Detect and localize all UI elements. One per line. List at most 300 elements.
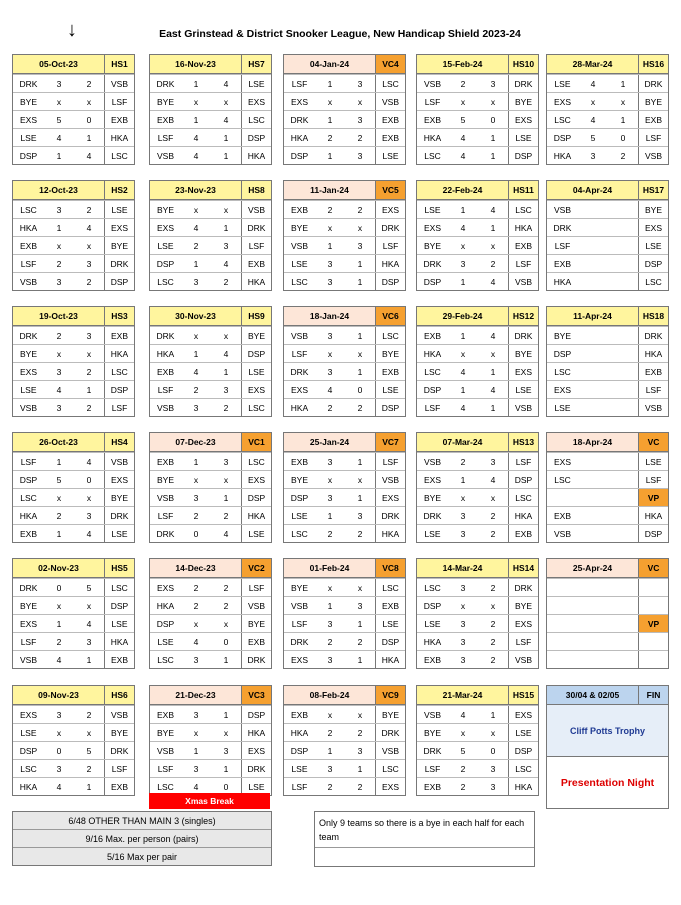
home-team: EXB	[19, 240, 37, 251]
home-score: x	[193, 204, 199, 215]
note-line: 6/48 OTHER THAN MAIN 3 (singles)	[68, 815, 216, 826]
card-header	[150, 307, 271, 326]
home-score: 3	[460, 618, 466, 629]
match-row	[150, 470, 271, 488]
home-score: 3	[327, 763, 333, 774]
home-team: VSB	[290, 240, 308, 251]
away-team: DRK	[381, 727, 400, 738]
away-score: 2	[74, 75, 105, 92]
home-team: EXS	[290, 384, 308, 395]
away-team: EXS	[247, 745, 265, 756]
home-score: 3	[460, 582, 466, 593]
bye-note-blank	[315, 848, 534, 866]
away-team: EXB	[644, 114, 662, 125]
away-score: 1	[608, 111, 639, 128]
home-team: VSB	[290, 330, 308, 341]
away-team: BYE	[514, 96, 532, 107]
away-team: LSE	[645, 456, 662, 467]
away-score: x	[478, 489, 509, 506]
away-score: 0	[345, 381, 376, 398]
away-score: x	[608, 93, 639, 110]
home-team: LSE	[424, 204, 441, 215]
home-team: EXB	[290, 204, 308, 215]
match-row	[547, 218, 668, 236]
home-score: x	[327, 96, 333, 107]
home-score: 1	[56, 456, 62, 467]
match-row	[150, 632, 271, 650]
match-row	[150, 146, 271, 164]
home-score: 4	[460, 150, 466, 161]
home-team: EXB	[290, 456, 308, 467]
match-row	[13, 524, 134, 542]
home-score: 1	[460, 204, 466, 215]
away-team: VSB	[110, 78, 128, 89]
home-score: 1	[460, 330, 466, 341]
away-team: EXB	[381, 366, 399, 377]
home-team: LSE	[20, 727, 37, 738]
match-row	[284, 614, 405, 632]
card-code: VC9	[376, 686, 405, 704]
match-row	[150, 92, 271, 110]
home-score: x	[56, 240, 62, 251]
match-row	[13, 128, 134, 146]
away-score: x	[74, 345, 105, 362]
away-score: 3	[74, 255, 105, 272]
home-score: 4	[56, 654, 62, 665]
away-score: 2	[74, 760, 105, 777]
home-score	[578, 399, 608, 416]
away-score: 1	[345, 363, 376, 380]
home-score	[578, 381, 608, 398]
home-team: VSB	[19, 402, 37, 413]
home-team: EXB	[423, 330, 441, 341]
away-score: 1	[345, 651, 376, 668]
card-header	[417, 55, 538, 74]
away-team: LSC	[645, 276, 662, 287]
home-team: LSC	[157, 654, 174, 665]
away-team: LSE	[248, 528, 265, 539]
match-row	[417, 326, 538, 344]
match-row	[150, 398, 271, 416]
home-score: 0	[193, 528, 199, 539]
home-team	[547, 579, 578, 596]
away-score: x	[74, 237, 105, 254]
home-team: EXS	[19, 114, 37, 125]
away-score: 2	[345, 724, 376, 741]
home-team: EXB	[553, 258, 571, 269]
card-header	[150, 686, 271, 705]
card-date: 29-Feb-24	[417, 307, 509, 325]
fixture-card	[416, 54, 539, 165]
home-score: 2	[56, 510, 62, 521]
away-team: EXS	[381, 492, 399, 503]
card-header	[547, 433, 668, 452]
card-date: 30/04 & 02/05	[547, 686, 639, 704]
home-team: HKA	[423, 348, 442, 359]
match-row	[150, 380, 271, 398]
card-code: HS6	[111, 690, 128, 700]
home-team: LSE	[291, 510, 308, 521]
home-team: LSF	[291, 78, 308, 89]
match-row	[13, 398, 134, 416]
home-score: 4	[56, 132, 62, 143]
away-team: LSE	[248, 78, 265, 89]
home-team: HKA	[423, 132, 442, 143]
home-team: VSB	[156, 492, 174, 503]
home-score: 3	[327, 258, 333, 269]
away-team: EXS	[514, 114, 532, 125]
match-row	[284, 524, 405, 542]
home-team: BYE	[156, 204, 174, 215]
away-team: EXB	[381, 132, 399, 143]
card-date: 28-Mar-24	[547, 55, 639, 73]
blank-cell	[547, 615, 639, 632]
match-row	[284, 506, 405, 524]
home-score: x	[56, 492, 62, 503]
home-score: x	[193, 96, 199, 107]
home-score: 1	[460, 384, 466, 395]
away-score: 1	[478, 129, 509, 146]
away-team: HKA	[381, 258, 400, 269]
away-score	[608, 219, 639, 236]
home-team: VSB	[423, 456, 441, 467]
away-team: EXS	[247, 474, 265, 485]
home-score: 5	[590, 132, 596, 143]
away-score: 1	[211, 489, 242, 506]
away-team: DSP	[381, 636, 400, 647]
away-score: x	[74, 597, 105, 614]
away-score	[608, 525, 639, 542]
fixture-card	[149, 432, 272, 543]
away-score	[608, 651, 639, 668]
card-date: 11-Apr-24	[547, 307, 639, 325]
card-header	[13, 181, 134, 200]
away-team: LSC	[515, 492, 532, 503]
away-team: LSE	[248, 366, 265, 377]
away-team: BYE	[381, 709, 399, 720]
away-score: 1	[211, 363, 242, 380]
home-score: x	[193, 618, 199, 629]
home-team: EXS	[553, 96, 571, 107]
match-row	[417, 272, 538, 290]
home-team: BYE	[423, 492, 441, 503]
match-row	[13, 362, 134, 380]
match-row	[547, 344, 668, 362]
home-score: 1	[56, 618, 62, 629]
home-score: 3	[327, 456, 333, 467]
match-row	[417, 723, 538, 741]
home-team: LSC	[424, 150, 441, 161]
card-date: 07-Mar-24	[417, 433, 509, 451]
away-team: DSP	[110, 276, 129, 287]
match-row	[417, 254, 538, 272]
match-row	[417, 344, 538, 362]
match-row	[284, 777, 405, 795]
away-score	[608, 345, 639, 362]
home-team: LSE	[20, 132, 37, 143]
home-score: 4	[193, 366, 199, 377]
away-score: 3	[345, 75, 376, 92]
home-score: 1	[193, 456, 199, 467]
match-row	[150, 200, 271, 218]
home-score: 2	[327, 781, 333, 792]
match-row	[150, 362, 271, 380]
away-team: BYE	[110, 240, 128, 251]
home-team: VSB	[156, 402, 174, 413]
trophy-label: Cliff Potts Trophy	[547, 705, 668, 757]
home-team: VSB	[156, 150, 174, 161]
card-header	[417, 686, 538, 705]
away-team: LSC	[515, 763, 532, 774]
match-row	[13, 326, 134, 344]
away-team: EXS	[514, 366, 532, 377]
home-score: 2	[56, 258, 62, 269]
match-row	[284, 705, 405, 723]
away-team: VSB	[247, 600, 265, 611]
home-team: LSE	[157, 240, 174, 251]
home-score: 4	[590, 114, 596, 125]
card-header	[417, 433, 538, 452]
away-team: BYE	[247, 330, 265, 341]
home-team: LSE	[291, 258, 308, 269]
away-team: VSB	[514, 276, 532, 287]
card-code: VC2	[242, 559, 271, 577]
away-team: HKA	[110, 132, 129, 143]
match-row	[150, 272, 271, 290]
home-score: 3	[193, 763, 199, 774]
match-row	[284, 272, 405, 290]
away-team: LSF	[382, 456, 399, 467]
away-score: x	[345, 93, 376, 110]
away-team: HKA	[514, 510, 533, 521]
match-row	[284, 741, 405, 759]
away-team: BYE	[514, 348, 532, 359]
away-score: 2	[478, 651, 509, 668]
home-team: LSE	[424, 618, 441, 629]
home-team: LSF	[20, 456, 37, 467]
home-score: 1	[327, 600, 333, 611]
away-score: 3	[478, 75, 509, 92]
match-row	[284, 74, 405, 92]
match-row	[417, 128, 538, 146]
away-team: LSE	[111, 618, 128, 629]
away-team: DSP	[110, 384, 129, 395]
home-score: 5	[56, 474, 62, 485]
away-score	[608, 255, 639, 272]
home-score: 1	[327, 114, 333, 125]
away-score: 4	[478, 471, 509, 488]
home-score: 4	[193, 132, 199, 143]
away-score: 1	[211, 219, 242, 236]
home-score: 4	[327, 384, 333, 395]
away-team: LSE	[248, 781, 265, 792]
away-score	[608, 471, 639, 488]
home-team: DRK	[423, 745, 442, 756]
away-team	[639, 597, 668, 614]
home-team: EXS	[553, 456, 571, 467]
away-score: x	[345, 579, 376, 596]
away-score	[608, 399, 639, 416]
match-row	[150, 236, 271, 254]
away-team	[639, 633, 668, 650]
home-team: EXB	[19, 528, 37, 539]
away-team: LSF	[111, 763, 128, 774]
match-row	[13, 614, 134, 632]
fixture-card	[283, 54, 406, 165]
home-team: EXB	[290, 709, 308, 720]
home-team: DSP	[290, 150, 309, 161]
home-team: DRK	[423, 258, 442, 269]
away-score: 3	[74, 507, 105, 524]
match-row	[150, 74, 271, 92]
home-score: 3	[56, 763, 62, 774]
away-score: 0	[211, 778, 242, 795]
match-row	[417, 398, 538, 416]
home-score: x	[460, 96, 466, 107]
away-score: x	[478, 93, 509, 110]
away-score: 1	[345, 453, 376, 470]
match-row	[284, 362, 405, 380]
match-row	[13, 146, 134, 164]
card-date: 25-Jan-24	[284, 433, 376, 451]
xmas-break-banner: Xmas Break	[149, 793, 270, 809]
home-score	[578, 327, 608, 344]
home-score: 3	[193, 492, 199, 503]
home-score: 3	[327, 276, 333, 287]
home-team: DSP	[290, 745, 309, 756]
away-team: VSB	[381, 96, 399, 107]
away-score: 2	[211, 399, 242, 416]
card-date: 26-Oct-23	[13, 433, 105, 451]
home-team: LSE	[554, 402, 571, 413]
home-team: EXS	[19, 366, 37, 377]
match-row	[417, 218, 538, 236]
fixture-card	[12, 685, 135, 796]
away-team: HKA	[644, 348, 663, 359]
away-score: 4	[478, 381, 509, 398]
away-score: 3	[345, 147, 376, 164]
home-score: 2	[327, 528, 333, 539]
match-row	[284, 398, 405, 416]
away-team: LSF	[248, 240, 265, 251]
away-score: 4	[211, 345, 242, 362]
away-team: HKA	[110, 636, 129, 647]
away-score: 1	[345, 489, 376, 506]
home-score	[578, 201, 608, 218]
home-score: 3	[56, 402, 62, 413]
away-score: 1	[478, 363, 509, 380]
home-team: EXB	[156, 366, 174, 377]
home-score	[578, 579, 608, 596]
match-row	[284, 326, 405, 344]
match-row	[13, 596, 134, 614]
away-score: 2	[345, 201, 376, 218]
home-team: DRK	[290, 636, 309, 647]
away-team: LSF	[382, 240, 399, 251]
away-team: DSP	[247, 132, 266, 143]
card-date: 12-Oct-23	[13, 181, 105, 199]
card-code: VC5	[376, 181, 405, 199]
home-score: 2	[460, 781, 466, 792]
home-score: x	[56, 727, 62, 738]
home-team: LSC	[157, 781, 174, 792]
away-score: 3	[345, 237, 376, 254]
away-score: x	[478, 597, 509, 614]
fixture-card	[12, 306, 135, 417]
match-row	[417, 705, 538, 723]
card-code: VC4	[376, 55, 405, 73]
home-score: x	[327, 709, 333, 720]
match-row	[284, 344, 405, 362]
match-row	[13, 218, 134, 236]
away-team: VSB	[514, 402, 532, 413]
away-score: 1	[478, 219, 509, 236]
note-line: 5/16 Max per pair	[13, 847, 271, 865]
home-team: BYE	[553, 330, 571, 341]
card-date: 22-Feb-24	[417, 181, 509, 199]
home-score: 1	[193, 114, 199, 125]
away-team: LSC	[248, 114, 265, 125]
card-code: HS3	[111, 311, 128, 321]
card-code: HS10	[512, 59, 535, 69]
away-score: 2	[478, 507, 509, 524]
away-score: x	[211, 93, 242, 110]
fixture-card	[416, 558, 539, 669]
away-team: BYE	[514, 600, 532, 611]
final-body	[547, 705, 668, 808]
away-score: 2	[211, 273, 242, 290]
match-row	[417, 74, 538, 92]
home-score: 2	[460, 78, 466, 89]
match-row	[547, 272, 668, 290]
card-date: 09-Nov-23	[13, 686, 105, 704]
away-score: 1	[211, 760, 242, 777]
match-row	[417, 506, 538, 524]
home-score: 2	[460, 763, 466, 774]
home-score	[578, 255, 608, 272]
away-score: 4	[478, 273, 509, 290]
home-score	[578, 651, 608, 668]
match-row	[417, 470, 538, 488]
away-team: LSE	[515, 384, 532, 395]
match-row	[13, 110, 134, 128]
home-score: 4	[460, 709, 466, 720]
home-team: LSF	[157, 384, 174, 395]
home-team: LSF	[291, 781, 308, 792]
home-team: LSC	[157, 276, 174, 287]
home-team: VSB	[553, 528, 571, 539]
vp-row	[547, 488, 668, 506]
away-team: DSP	[247, 348, 266, 359]
home-score: 4	[460, 222, 466, 233]
card-header	[284, 181, 405, 200]
home-score: 4	[460, 366, 466, 377]
match-row	[13, 650, 134, 668]
away-score: 0	[478, 742, 509, 759]
away-team: EXB	[247, 258, 265, 269]
card-code: VC3	[242, 686, 271, 704]
home-score: 5	[460, 745, 466, 756]
home-score: 1	[327, 510, 333, 521]
home-score: x	[460, 600, 466, 611]
home-team: LSF	[424, 402, 441, 413]
card-code: VC	[639, 559, 668, 577]
away-team: LSC	[111, 366, 128, 377]
away-team: BYE	[644, 204, 662, 215]
bye-note-box	[314, 811, 535, 867]
away-team: HKA	[514, 222, 533, 233]
away-team: HKA	[247, 510, 266, 521]
